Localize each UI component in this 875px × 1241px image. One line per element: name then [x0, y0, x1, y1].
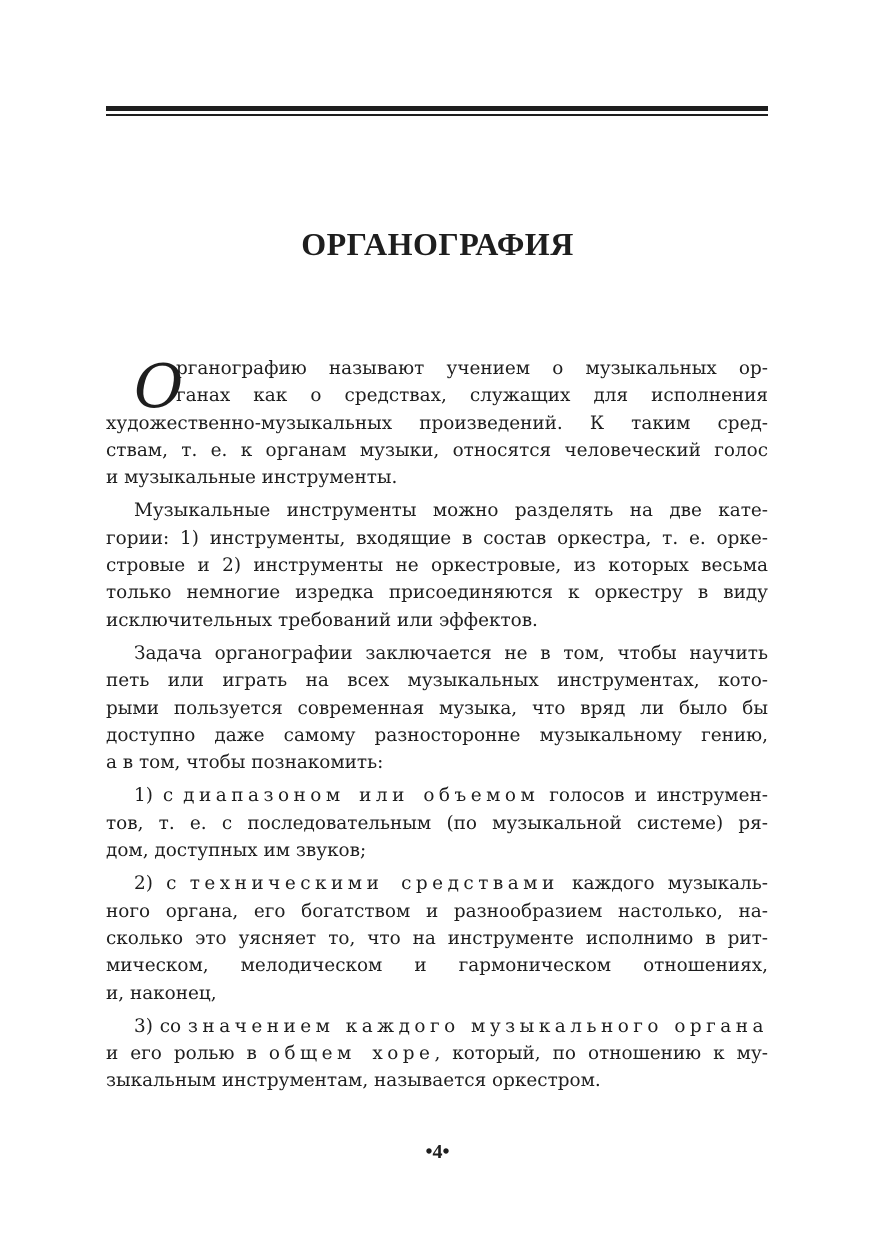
- text-line: и, наконец,: [106, 982, 217, 1004]
- text-line: рганографию называют учением о музыкальных ор-: [176, 358, 768, 379]
- list-marker: 3) со: [134, 1015, 182, 1037]
- text-line: а в том, чтобы познакомить:: [106, 752, 384, 774]
- page-title: ОРГАНОГРАФИЯ: [301, 226, 574, 262]
- text-line: гории: 1) инструменты, входящие в состав оркестра, т. е. орке-: [106, 527, 768, 549]
- emphasis-text: диапазоном или объемом: [183, 785, 540, 807]
- body-text: [106, 352, 768, 1095]
- text-line: [106, 782, 768, 809]
- list-marker: 1) с: [134, 785, 174, 807]
- text-line: Задача органографии заключается не в том, чтобы научить: [134, 642, 768, 664]
- page-number: •4•: [425, 1141, 450, 1163]
- text-line: Музыкальные инструменты можно разделять на две кате-: [134, 500, 768, 522]
- text-line: тов, т. е. с последовательным (по музыкальной системе) ря-: [106, 812, 768, 834]
- text-span: голосов и инструмен-: [549, 785, 768, 807]
- text-line: рыми пользуется современная музыка, что вряд ли было бы: [106, 697, 768, 719]
- text-line: [106, 1013, 768, 1040]
- text-line: ного органа, его богатством и разнообразием настолько, на-: [106, 900, 768, 922]
- text-line: петь или играть на всех музыкальных инструментах, кото-: [106, 670, 768, 692]
- header-rule-thick: [106, 106, 768, 111]
- text-line: доступно даже самому разносторонне музыкальному гению,: [106, 724, 768, 746]
- emphasis-text: общем хоре: [268, 1043, 435, 1065]
- text-line: сколько это уясняет то, что на инструменте исполнимо в рит-: [106, 927, 768, 949]
- text-line: дом, доступных им звуков;: [106, 840, 367, 862]
- drop-cap: О: [134, 352, 184, 422]
- text-span: каждого музыкаль-: [572, 873, 768, 895]
- text-line: зыкальным инструментам, называется оркестром.: [106, 1070, 601, 1092]
- text-line: ствам, т. е. к органам музыки, относятся человеческий голос: [106, 439, 768, 461]
- text-line: исключительных требований или эффектов.: [106, 609, 538, 631]
- text-span: , который, по отношению к му-: [434, 1043, 768, 1065]
- text-line: [106, 870, 768, 897]
- text-line: [106, 1040, 768, 1067]
- text-line: только немногие изредка присоединяются к оркестру в виду: [106, 582, 768, 604]
- text-span: и его ролью в: [106, 1043, 257, 1065]
- text-line: мическом, мелодическом и гармоническом отношениях,: [106, 955, 768, 977]
- text-line: ганах как о средствах, служащих для исполнения: [176, 385, 768, 407]
- list-marker: 2) с: [134, 873, 177, 895]
- text-line: художественно-музыкальных произведений. К таким сред-: [106, 412, 768, 434]
- header-rule-thin: [106, 114, 768, 116]
- text-line: и музыкальные инструменты.: [106, 467, 398, 489]
- emphasis-text: техническими средствами: [189, 873, 559, 895]
- emphasis-text: значением каждого музыкального органа: [187, 1015, 768, 1037]
- text-line: стровые и 2) инструменты не оркестровые, из которых весьма: [106, 555, 768, 577]
